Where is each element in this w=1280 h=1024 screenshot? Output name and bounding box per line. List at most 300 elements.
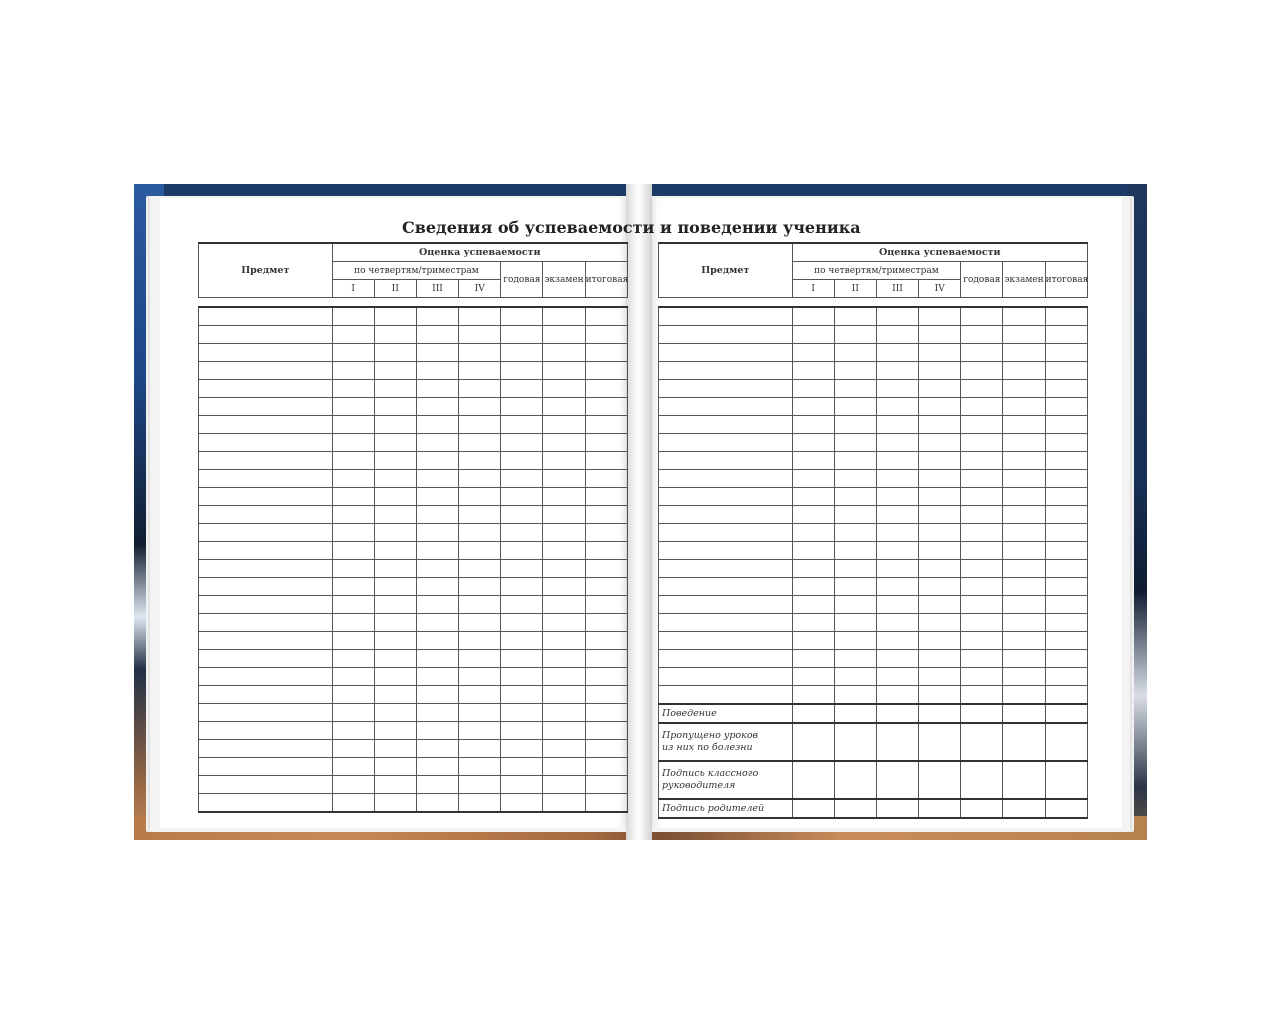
grade-cell[interactable] bbox=[1003, 578, 1045, 596]
grade-cell[interactable] bbox=[834, 560, 876, 578]
grade-cell[interactable] bbox=[374, 416, 416, 434]
subject-cell[interactable] bbox=[659, 488, 793, 506]
grade-cell[interactable] bbox=[1003, 416, 1045, 434]
grade-cell[interactable] bbox=[459, 307, 501, 326]
grade-cell[interactable] bbox=[501, 470, 543, 488]
grade-cell[interactable] bbox=[543, 650, 585, 668]
grade-cell[interactable] bbox=[834, 578, 876, 596]
grade-cell[interactable] bbox=[543, 758, 585, 776]
grade-cell[interactable] bbox=[919, 344, 961, 362]
grade-cell[interactable] bbox=[332, 794, 374, 813]
grade-cell[interactable] bbox=[332, 362, 374, 380]
grade-cell[interactable] bbox=[1003, 307, 1045, 326]
grade-cell[interactable] bbox=[1045, 686, 1087, 705]
grade-cell[interactable] bbox=[501, 307, 543, 326]
grade-cell[interactable] bbox=[374, 794, 416, 813]
subject-cell[interactable] bbox=[199, 650, 333, 668]
grade-cell[interactable] bbox=[332, 488, 374, 506]
grade-cell[interactable] bbox=[332, 578, 374, 596]
grade-cell[interactable] bbox=[501, 794, 543, 813]
grade-cell[interactable] bbox=[876, 470, 918, 488]
grade-cell[interactable] bbox=[459, 326, 501, 344]
grade-cell[interactable] bbox=[585, 758, 627, 776]
grade-cell[interactable] bbox=[792, 488, 834, 506]
grade-cell[interactable] bbox=[543, 434, 585, 452]
grade-cell[interactable] bbox=[501, 398, 543, 416]
grade-cell[interactable] bbox=[332, 668, 374, 686]
grade-cell[interactable] bbox=[1003, 668, 1045, 686]
grade-cell[interactable] bbox=[416, 362, 458, 380]
grade-cell[interactable] bbox=[876, 380, 918, 398]
grade-cell[interactable] bbox=[834, 307, 876, 326]
grade-cell[interactable] bbox=[961, 506, 1003, 524]
grade-cell[interactable] bbox=[919, 434, 961, 452]
grade-cell[interactable] bbox=[501, 488, 543, 506]
grade-cell[interactable] bbox=[374, 596, 416, 614]
grade-cell[interactable] bbox=[374, 452, 416, 470]
grade-cell[interactable] bbox=[416, 668, 458, 686]
grade-cell[interactable] bbox=[459, 506, 501, 524]
grade-cell[interactable] bbox=[961, 452, 1003, 470]
grade-cell[interactable] bbox=[834, 416, 876, 434]
grade-cell[interactable] bbox=[585, 344, 627, 362]
grade-cell[interactable] bbox=[459, 704, 501, 722]
grade-cell[interactable] bbox=[543, 740, 585, 758]
grade-cell[interactable] bbox=[416, 488, 458, 506]
grade-cell[interactable] bbox=[876, 398, 918, 416]
subject-cell[interactable] bbox=[659, 506, 793, 524]
grade-cell[interactable] bbox=[1045, 560, 1087, 578]
grade-cell[interactable] bbox=[416, 380, 458, 398]
grade-cell[interactable] bbox=[543, 488, 585, 506]
subject-cell[interactable] bbox=[199, 326, 333, 344]
grade-cell[interactable] bbox=[961, 416, 1003, 434]
grade-cell[interactable] bbox=[919, 650, 961, 668]
grade-cell[interactable] bbox=[1003, 362, 1045, 380]
grade-cell[interactable] bbox=[501, 596, 543, 614]
grade-cell[interactable] bbox=[961, 380, 1003, 398]
grade-cell[interactable] bbox=[1045, 506, 1087, 524]
grade-cell[interactable] bbox=[459, 452, 501, 470]
grade-cell[interactable] bbox=[792, 398, 834, 416]
grade-cell[interactable] bbox=[792, 799, 834, 818]
subject-cell[interactable] bbox=[659, 307, 793, 326]
grade-cell[interactable] bbox=[1003, 723, 1045, 761]
grade-cell[interactable] bbox=[1045, 578, 1087, 596]
grade-cell[interactable] bbox=[1045, 596, 1087, 614]
grade-cell[interactable] bbox=[961, 650, 1003, 668]
grade-cell[interactable] bbox=[543, 452, 585, 470]
grade-cell[interactable] bbox=[1003, 560, 1045, 578]
grade-cell[interactable] bbox=[919, 632, 961, 650]
grade-cell[interactable] bbox=[1045, 650, 1087, 668]
grade-cell[interactable] bbox=[919, 398, 961, 416]
subject-cell[interactable] bbox=[659, 542, 793, 560]
grade-cell[interactable] bbox=[919, 452, 961, 470]
grade-cell[interactable] bbox=[585, 307, 627, 326]
grade-cell[interactable] bbox=[919, 326, 961, 344]
grade-cell[interactable] bbox=[876, 542, 918, 560]
grade-cell[interactable] bbox=[961, 362, 1003, 380]
grade-cell[interactable] bbox=[332, 704, 374, 722]
grade-cell[interactable] bbox=[834, 686, 876, 705]
subject-cell[interactable] bbox=[199, 416, 333, 434]
grade-cell[interactable] bbox=[792, 614, 834, 632]
grade-cell[interactable] bbox=[876, 434, 918, 452]
grade-cell[interactable] bbox=[332, 452, 374, 470]
grade-cell[interactable] bbox=[919, 488, 961, 506]
grade-cell[interactable] bbox=[416, 524, 458, 542]
grade-cell[interactable] bbox=[961, 560, 1003, 578]
grade-cell[interactable] bbox=[792, 632, 834, 650]
grade-cell[interactable] bbox=[834, 470, 876, 488]
grade-cell[interactable] bbox=[876, 614, 918, 632]
grade-cell[interactable] bbox=[961, 542, 1003, 560]
grade-cell[interactable] bbox=[919, 723, 961, 761]
grade-cell[interactable] bbox=[961, 723, 1003, 761]
grade-cell[interactable] bbox=[876, 761, 918, 799]
grade-cell[interactable] bbox=[459, 344, 501, 362]
subject-cell[interactable] bbox=[199, 632, 333, 650]
subject-cell[interactable] bbox=[659, 614, 793, 632]
subject-cell[interactable] bbox=[659, 380, 793, 398]
grade-cell[interactable] bbox=[501, 704, 543, 722]
grade-cell[interactable] bbox=[501, 326, 543, 344]
grade-cell[interactable] bbox=[501, 524, 543, 542]
grade-cell[interactable] bbox=[416, 560, 458, 578]
subject-cell[interactable] bbox=[199, 434, 333, 452]
grade-cell[interactable] bbox=[374, 434, 416, 452]
grade-cell[interactable] bbox=[792, 761, 834, 799]
grade-cell[interactable] bbox=[374, 524, 416, 542]
subject-cell[interactable] bbox=[199, 704, 333, 722]
grade-cell[interactable] bbox=[961, 632, 1003, 650]
grade-cell[interactable] bbox=[1045, 524, 1087, 542]
grade-cell[interactable] bbox=[543, 344, 585, 362]
grade-cell[interactable] bbox=[1045, 470, 1087, 488]
grade-cell[interactable] bbox=[876, 524, 918, 542]
grade-cell[interactable] bbox=[834, 344, 876, 362]
grade-cell[interactable] bbox=[834, 596, 876, 614]
grade-cell[interactable] bbox=[459, 740, 501, 758]
grade-cell[interactable] bbox=[332, 524, 374, 542]
grade-cell[interactable] bbox=[332, 344, 374, 362]
subject-cell[interactable] bbox=[199, 542, 333, 560]
grade-cell[interactable] bbox=[919, 362, 961, 380]
grade-cell[interactable] bbox=[1045, 488, 1087, 506]
grade-cell[interactable] bbox=[1045, 704, 1087, 723]
grade-cell[interactable] bbox=[416, 452, 458, 470]
subject-cell[interactable] bbox=[199, 686, 333, 704]
grade-cell[interactable] bbox=[543, 794, 585, 813]
grade-cell[interactable] bbox=[332, 416, 374, 434]
subject-cell[interactable] bbox=[659, 632, 793, 650]
grade-cell[interactable] bbox=[876, 578, 918, 596]
grade-cell[interactable] bbox=[1003, 614, 1045, 632]
grade-cell[interactable] bbox=[543, 596, 585, 614]
grade-cell[interactable] bbox=[332, 542, 374, 560]
grade-cell[interactable] bbox=[416, 326, 458, 344]
grade-cell[interactable] bbox=[961, 799, 1003, 818]
grade-cell[interactable] bbox=[834, 632, 876, 650]
grade-cell[interactable] bbox=[1003, 761, 1045, 799]
grade-cell[interactable] bbox=[876, 650, 918, 668]
grade-cell[interactable] bbox=[543, 722, 585, 740]
grade-cell[interactable] bbox=[416, 470, 458, 488]
grade-cell[interactable] bbox=[1045, 761, 1087, 799]
grade-cell[interactable] bbox=[1003, 596, 1045, 614]
grade-cell[interactable] bbox=[585, 506, 627, 524]
grade-cell[interactable] bbox=[919, 799, 961, 818]
grade-cell[interactable] bbox=[501, 506, 543, 524]
grade-cell[interactable] bbox=[919, 380, 961, 398]
grade-cell[interactable] bbox=[961, 344, 1003, 362]
grade-cell[interactable] bbox=[834, 506, 876, 524]
subject-cell[interactable] bbox=[659, 452, 793, 470]
grade-cell[interactable] bbox=[501, 344, 543, 362]
grade-cell[interactable] bbox=[834, 326, 876, 344]
grade-cell[interactable] bbox=[1045, 452, 1087, 470]
grade-cell[interactable] bbox=[585, 614, 627, 632]
grade-cell[interactable] bbox=[332, 758, 374, 776]
grade-cell[interactable] bbox=[834, 723, 876, 761]
grade-cell[interactable] bbox=[501, 560, 543, 578]
grade-cell[interactable] bbox=[961, 704, 1003, 723]
grade-cell[interactable] bbox=[1045, 326, 1087, 344]
grade-cell[interactable] bbox=[459, 614, 501, 632]
grade-cell[interactable] bbox=[374, 488, 416, 506]
grade-cell[interactable] bbox=[332, 722, 374, 740]
subject-cell[interactable] bbox=[659, 344, 793, 362]
grade-cell[interactable] bbox=[501, 614, 543, 632]
grade-cell[interactable] bbox=[459, 416, 501, 434]
grade-cell[interactable] bbox=[792, 344, 834, 362]
subject-cell[interactable] bbox=[199, 398, 333, 416]
grade-cell[interactable] bbox=[834, 380, 876, 398]
grade-cell[interactable] bbox=[961, 761, 1003, 799]
subject-cell[interactable] bbox=[199, 758, 333, 776]
grade-cell[interactable] bbox=[543, 307, 585, 326]
grade-cell[interactable] bbox=[876, 632, 918, 650]
grade-cell[interactable] bbox=[585, 560, 627, 578]
grade-cell[interactable] bbox=[332, 307, 374, 326]
grade-cell[interactable] bbox=[876, 326, 918, 344]
grade-cell[interactable] bbox=[961, 488, 1003, 506]
grade-cell[interactable] bbox=[459, 668, 501, 686]
subject-cell[interactable] bbox=[199, 578, 333, 596]
grade-cell[interactable] bbox=[416, 542, 458, 560]
grade-cell[interactable] bbox=[585, 668, 627, 686]
grade-cell[interactable] bbox=[374, 650, 416, 668]
grade-cell[interactable] bbox=[1003, 632, 1045, 650]
grade-cell[interactable] bbox=[501, 380, 543, 398]
grade-cell[interactable] bbox=[585, 398, 627, 416]
grade-cell[interactable] bbox=[374, 668, 416, 686]
grade-cell[interactable] bbox=[876, 560, 918, 578]
grade-cell[interactable] bbox=[834, 761, 876, 799]
grade-cell[interactable] bbox=[1003, 799, 1045, 818]
grade-cell[interactable] bbox=[332, 650, 374, 668]
grade-cell[interactable] bbox=[792, 578, 834, 596]
subject-cell[interactable] bbox=[659, 596, 793, 614]
grade-cell[interactable] bbox=[1045, 542, 1087, 560]
grade-cell[interactable] bbox=[543, 704, 585, 722]
grade-cell[interactable] bbox=[792, 470, 834, 488]
grade-cell[interactable] bbox=[1045, 307, 1087, 326]
subject-cell[interactable] bbox=[199, 488, 333, 506]
grade-cell[interactable] bbox=[792, 560, 834, 578]
grade-cell[interactable] bbox=[585, 470, 627, 488]
grade-cell[interactable] bbox=[961, 578, 1003, 596]
grade-cell[interactable] bbox=[792, 596, 834, 614]
grade-cell[interactable] bbox=[585, 740, 627, 758]
grade-cell[interactable] bbox=[1045, 434, 1087, 452]
grade-cell[interactable] bbox=[459, 560, 501, 578]
grade-cell[interactable] bbox=[501, 578, 543, 596]
grade-cell[interactable] bbox=[792, 506, 834, 524]
grade-cell[interactable] bbox=[792, 650, 834, 668]
grade-cell[interactable] bbox=[585, 326, 627, 344]
grade-cell[interactable] bbox=[834, 650, 876, 668]
grade-cell[interactable] bbox=[374, 740, 416, 758]
grade-cell[interactable] bbox=[876, 506, 918, 524]
grade-cell[interactable] bbox=[459, 488, 501, 506]
grade-cell[interactable] bbox=[585, 632, 627, 650]
grade-cell[interactable] bbox=[1003, 686, 1045, 705]
subject-cell[interactable] bbox=[199, 596, 333, 614]
grade-cell[interactable] bbox=[961, 307, 1003, 326]
grade-cell[interactable] bbox=[543, 506, 585, 524]
grade-cell[interactable] bbox=[1045, 416, 1087, 434]
subject-cell[interactable] bbox=[199, 776, 333, 794]
subject-cell[interactable] bbox=[199, 614, 333, 632]
subject-cell[interactable] bbox=[659, 398, 793, 416]
grade-cell[interactable] bbox=[543, 542, 585, 560]
grade-cell[interactable] bbox=[416, 650, 458, 668]
subject-cell[interactable] bbox=[659, 686, 793, 705]
grade-cell[interactable] bbox=[585, 416, 627, 434]
grade-cell[interactable] bbox=[374, 758, 416, 776]
grade-cell[interactable] bbox=[792, 307, 834, 326]
grade-cell[interactable] bbox=[374, 398, 416, 416]
grade-cell[interactable] bbox=[1003, 380, 1045, 398]
grade-cell[interactable] bbox=[585, 686, 627, 704]
grade-cell[interactable] bbox=[961, 614, 1003, 632]
grade-cell[interactable] bbox=[416, 398, 458, 416]
grade-cell[interactable] bbox=[374, 578, 416, 596]
grade-cell[interactable] bbox=[459, 722, 501, 740]
grade-cell[interactable] bbox=[501, 416, 543, 434]
grade-cell[interactable] bbox=[501, 452, 543, 470]
grade-cell[interactable] bbox=[416, 596, 458, 614]
grade-cell[interactable] bbox=[1003, 434, 1045, 452]
grade-cell[interactable] bbox=[501, 722, 543, 740]
grade-cell[interactable] bbox=[416, 307, 458, 326]
grade-cell[interactable] bbox=[961, 686, 1003, 705]
grade-cell[interactable] bbox=[416, 740, 458, 758]
grade-cell[interactable] bbox=[416, 614, 458, 632]
subject-cell[interactable] bbox=[659, 326, 793, 344]
grade-cell[interactable] bbox=[459, 380, 501, 398]
subject-cell[interactable] bbox=[199, 380, 333, 398]
grade-cell[interactable] bbox=[792, 668, 834, 686]
grade-cell[interactable] bbox=[332, 506, 374, 524]
subject-cell[interactable] bbox=[199, 344, 333, 362]
grade-cell[interactable] bbox=[1045, 723, 1087, 761]
grade-cell[interactable] bbox=[876, 307, 918, 326]
grade-cell[interactable] bbox=[792, 686, 834, 705]
grade-cell[interactable] bbox=[543, 686, 585, 704]
grade-cell[interactable] bbox=[501, 776, 543, 794]
grade-cell[interactable] bbox=[501, 758, 543, 776]
grade-cell[interactable] bbox=[543, 362, 585, 380]
grade-cell[interactable] bbox=[919, 470, 961, 488]
grade-cell[interactable] bbox=[416, 344, 458, 362]
grade-cell[interactable] bbox=[543, 614, 585, 632]
grade-cell[interactable] bbox=[834, 614, 876, 632]
grade-cell[interactable] bbox=[543, 668, 585, 686]
grade-cell[interactable] bbox=[459, 398, 501, 416]
grade-cell[interactable] bbox=[585, 704, 627, 722]
grade-cell[interactable] bbox=[374, 560, 416, 578]
grade-cell[interactable] bbox=[374, 470, 416, 488]
grade-cell[interactable] bbox=[332, 380, 374, 398]
grade-cell[interactable] bbox=[332, 596, 374, 614]
grade-cell[interactable] bbox=[501, 650, 543, 668]
grade-cell[interactable] bbox=[834, 668, 876, 686]
grade-cell[interactable] bbox=[961, 524, 1003, 542]
subject-cell[interactable] bbox=[659, 524, 793, 542]
grade-cell[interactable] bbox=[459, 434, 501, 452]
subject-cell[interactable] bbox=[199, 794, 333, 813]
grade-cell[interactable] bbox=[332, 686, 374, 704]
grade-cell[interactable] bbox=[961, 668, 1003, 686]
grade-cell[interactable] bbox=[1045, 362, 1087, 380]
grade-cell[interactable] bbox=[332, 560, 374, 578]
grade-cell[interactable] bbox=[543, 470, 585, 488]
grade-cell[interactable] bbox=[792, 416, 834, 434]
grade-cell[interactable] bbox=[919, 668, 961, 686]
grade-cell[interactable] bbox=[374, 632, 416, 650]
grade-cell[interactable] bbox=[416, 704, 458, 722]
grade-cell[interactable] bbox=[961, 398, 1003, 416]
grade-cell[interactable] bbox=[543, 632, 585, 650]
grade-cell[interactable] bbox=[459, 632, 501, 650]
grade-cell[interactable] bbox=[374, 542, 416, 560]
grade-cell[interactable] bbox=[919, 761, 961, 799]
grade-cell[interactable] bbox=[585, 542, 627, 560]
grade-cell[interactable] bbox=[459, 686, 501, 704]
subject-cell[interactable] bbox=[199, 740, 333, 758]
grade-cell[interactable] bbox=[416, 722, 458, 740]
subject-cell[interactable] bbox=[199, 506, 333, 524]
grade-cell[interactable] bbox=[1045, 398, 1087, 416]
subject-cell[interactable] bbox=[659, 560, 793, 578]
grade-cell[interactable] bbox=[585, 380, 627, 398]
grade-cell[interactable] bbox=[792, 326, 834, 344]
grade-cell[interactable] bbox=[1003, 704, 1045, 723]
grade-cell[interactable] bbox=[919, 524, 961, 542]
grade-cell[interactable] bbox=[459, 362, 501, 380]
grade-cell[interactable] bbox=[543, 416, 585, 434]
grade-cell[interactable] bbox=[501, 434, 543, 452]
grade-cell[interactable] bbox=[876, 362, 918, 380]
subject-cell[interactable] bbox=[199, 452, 333, 470]
grade-cell[interactable] bbox=[543, 524, 585, 542]
grade-cell[interactable] bbox=[919, 307, 961, 326]
grade-cell[interactable] bbox=[1045, 668, 1087, 686]
grade-cell[interactable] bbox=[792, 704, 834, 723]
